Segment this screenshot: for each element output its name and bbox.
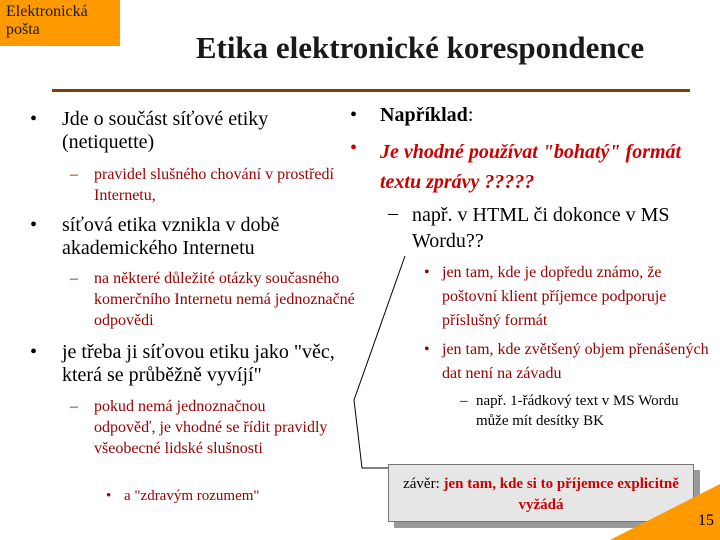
right-b2-sub-text: např. 1-řádkový text v MS Wordu může mít desítky BK [476,393,679,429]
conclusion-prefix: závěr: [403,476,444,492]
page-number: 15 [698,512,714,529]
bullet-icon: • [30,214,38,236]
left-point-2-sub-text: na některé důležité otázky současného komerčního Internetu nemá jednoznačné odpovědi [94,270,355,329]
bullet-icon: • [424,264,430,281]
bullet-icon: • [350,137,358,159]
right-question-text: Je vhodné používat "bohatý" formát textu zprávy ????? [380,141,682,193]
bullet-icon: • [350,104,358,126]
bullet-icon: • [106,488,112,504]
bullet-icon: • [30,341,38,363]
right-b1-text: jen tam, kde je dopředu známo, že poštovní klient příjemce podporuje příslušný formát [442,264,667,329]
left-point-3-sub-text: pokud nemá jednoznačnou odpověď, je vhodné se řídit pravidly všeobecné lidské slušnosti [94,398,328,457]
dash-icon: – [70,270,78,287]
example-label: Například [380,104,468,126]
section-label: Elektronická pošta [0,0,120,46]
left-point-2-text: síťová etika vznikla v době akademického Internetu [62,214,280,259]
left-point-3-text: je třeba ji síťovou etiku jako "věc, která se průběžně vyvíjí" [62,341,335,386]
dash-icon: – [70,166,78,183]
left-point-3-subsub-text: a "zdravým rozumem" [124,488,260,504]
dash-icon: – [70,398,78,415]
dash-icon: – [388,202,398,224]
right-b2-text: jen tam, kde zvětšený objem přenášených dat není na závadu [442,341,709,382]
conclusion-text: jen tam, kde si to příjemce explicitně vyžádá [443,476,679,513]
left-point-1-sub-text: pravidel slušného chování v prostředí Internetu, [94,166,334,204]
bullet-icon: • [424,341,430,358]
example-colon: : [467,104,474,126]
right-sub-text: např. v HTML či dokonce v MS Wordu?? [412,204,670,252]
dash-icon: – [460,393,468,409]
slide-title: Etika elektronické korespondence [195,30,645,65]
left-point-1-text: Jde o součást síťové etiky (netiquette) [62,108,269,153]
bullet-icon: • [30,108,38,130]
